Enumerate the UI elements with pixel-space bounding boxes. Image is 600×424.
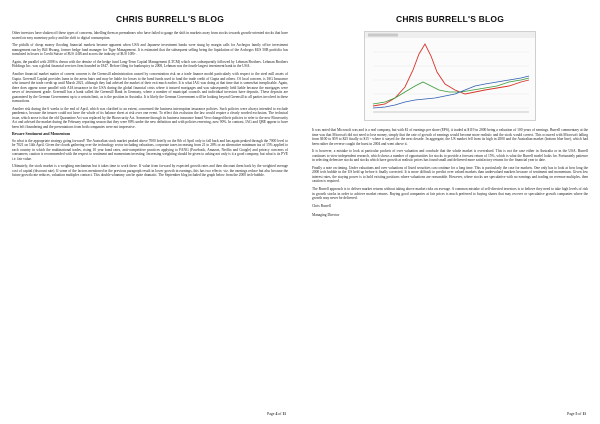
tech-bubble-chart-image [364,31,536,121]
paragraph: Finally a note on timing. Under valuations and over valuations of listed securities can continue for a long time. This is particularly the case for markets. One only has to look at how long the 2000 tech bubble in the US held up before it finally corrected. It is more difficult to predict over valued markets than undervalued markets because of sentiment and momentum. Given low interest rates, the staying power is to hold existing positions where valuations are reasonable. However, where stocks are speculative with no earnings and trading on revenue multiples, then caution is required. [312,165,588,184]
chart-graphic [365,32,535,120]
paragraph: Ultimately, the stock market is a weighing mechanism but it takes time to work these. If value from forward by expected growth rates and then discount them back by the weighted average cost of capital (discount rate). If some of the factors mentioned in the previous paragraph result in lower growth in earnings, this has two effects: viz. the earnings reduce but also because the future growth rate reduces, valuation multiples contract. This double whammy can be quite dramatic. The September blog included the graph below from the 2000 tech-bubble. [12,164,288,178]
signature-title: Managing Director [312,213,340,218]
section-heading: Beware Sentiment and Momentum [12,132,70,137]
page-number-total: 11 [582,412,586,416]
paragraph: So what is the appropriate strategy going forward? The Australian stock market peaked above 7000 briefly on the 8th of April only to fall back and has again peaked through the 7000 level to be 7021 on 14th April. Given the clouds gathering over the technology sector including valuations, corporate taxes increasing from 21 to 28% or an alternative minimum tax of 15% applied to each country in which the multinational trades, rising 10 year bond rates, anti-competitive practices applying to FANG (Facebook, Amazon, Netflix and Google) and privacy concerns of consumers; caution is recommended with the respect to sentiment and momentum investing. Increasing weighting should be given to asking not only is it a good company, but what is its PVE i.e. fair value. [12,138,288,161]
paragraph: Another risk during the 6 weeks to the end of April, which was clarified to an extent, concerned the business interruption insurance policies. Such policies were always intended to exclude pandemics, because the insurer could not have the whole of its balance sheet at risk over one event. To effect this exclusion the law would require a clearly worded exclusion. The technical issue, which arose is that the old Quarantine Act was replaced by the Biosecurity Act. Someone through its business insurance brand Vero changed their policies to refer to the new Biosecurity Act and advised the market during the February reporting season that they were 80% under the new definition and with policies renewing, now 90%. In contrast, IAG and QBE appear to have been left floundering and the presentations from both companies were not impressive. [12,106,288,129]
page-number-total: 11 [282,412,286,416]
page-5 [300,0,600,424]
paragraph: The Burrell approach is to deliver market returns without taking above market risks on average. A common mistake of self-directed investors is to believe they need to take high levels of risk in growth stocks in order to achieve market returns. Buying good companies at fair prices is much preferred to buying shares that may recover or speculative growth companies where the growth may never be delivered. [312,187,588,201]
chart-gridlines [373,52,529,108]
page-number: Page 4 of 11 [267,412,286,416]
paragraph: Another financial market matter of current concern is the Greensill administration caused by concentration risk on a trade finance model particularly with respect to the steel mill assets of Gupta. Greensill Capital provides loans in the areas hairs and may be liable for losses to the bond funds used to fund the trade credit of Gupta and others. Of local concern, is IAG Insurance who insured the trade credit up until March 2021, although they had advised the market of their exit much earlier. It is what IAG was doing at that time that is somewhat inexplicable. Again, there does appear some parallel with AIA insurance in the USA during the global financial crisis where it insured mortgages and was subsequently held liable because the mortgages were never of investment grade. Greensill has a bank called the Greensill Bank in Germany, where a number of municipal councils and individual investors have deposits. These deposits are guaranteed by the German Government up to a certain limit, as is the position in Australia. It is likely the German Government will be looking beyond Greensill to all parties involved in these transactions. [12,72,288,104]
page-5-body [312,128,588,201]
paragraph: It is however, a mistake to look at particular pockets of over valuation and conclude that the whole market is overvalued. This is not the case either in Australia or in the USA. Burrell continues to view independent research, which shows a number of opportunities for stocks to provide a forecast return of 15%, which is what the Burrell model looks for. Fortunately patience in selecting defensive stocks and stocks which have growth at realistic prices has found small and delivered more satisfactory returns for the financial year to date. [312,149,588,163]
chart-header-tab [368,34,398,37]
signature-name: Chris Burrell [312,203,331,208]
page-number: Page 5 of 11 [567,412,586,416]
paragraph: Again, the parallel with 2008 is drawn with the demise of the hedge fund Long-Term Capital Management (LTCM) which was subsequently followed by Lehman Brothers. Lehman Brothers Holdings Inc. was a global financial services firm founded in 1847. Before filing for bankruptcy in 2008, Lehman was the fourth-largest investment bank in the USA. [12,59,288,69]
chart-series-green [373,78,529,104]
blog-title: CHRIS BURRELL'S BLOG [115,14,225,24]
signature-block [312,204,588,218]
page-number-current: 4 [275,412,278,416]
paragraph: It was noted that Microsoft was and is a real company, but with $1 of earnings per share (EPS), it traded at $119 in 2000 being a valuation of 100 years of earnings. Burrell commentary at the time was that Microsoft did not need to lose money, simply that the rate of growth of earnings would become more realistic and the stock would correct. This occurred with Microsoft falling from $100 to $59 to $25 finally to $15 - where it stayed for the next decade. In aggregate, the US market fell from its high in 2000 and the Australian market (bottom blue line), which had been rather the reverse caught the burst in 2004 and went above it. [312,128,588,146]
paragraph: The pitfalls of cheap money flooding financial markets became apparent when USA and Japanese investment banks were stung by margin calls for Archegos family office investment management run by Bill Hwang, former hedge fund manager for Tiger Management. It is estimated that the subsequent selling being the liquidation of the Archegos $US 50B portfolio has translated in losses to Credit Suisse of $US 4.6B and across the industry of $US 10B+. [12,43,288,57]
page-number-current: 5 [575,412,578,416]
page-4-body [12,31,288,178]
blog-title: CHRIS BURRELL'S BLOG [395,14,505,24]
paragraph: Other investors have shaken off these types of concerns, labelling them as premabears who have failed to gauge the shift in markets away from stocks towards growth-oriented stocks that have soared on easy monetary policy and the shift to digital consumption. [12,31,288,40]
